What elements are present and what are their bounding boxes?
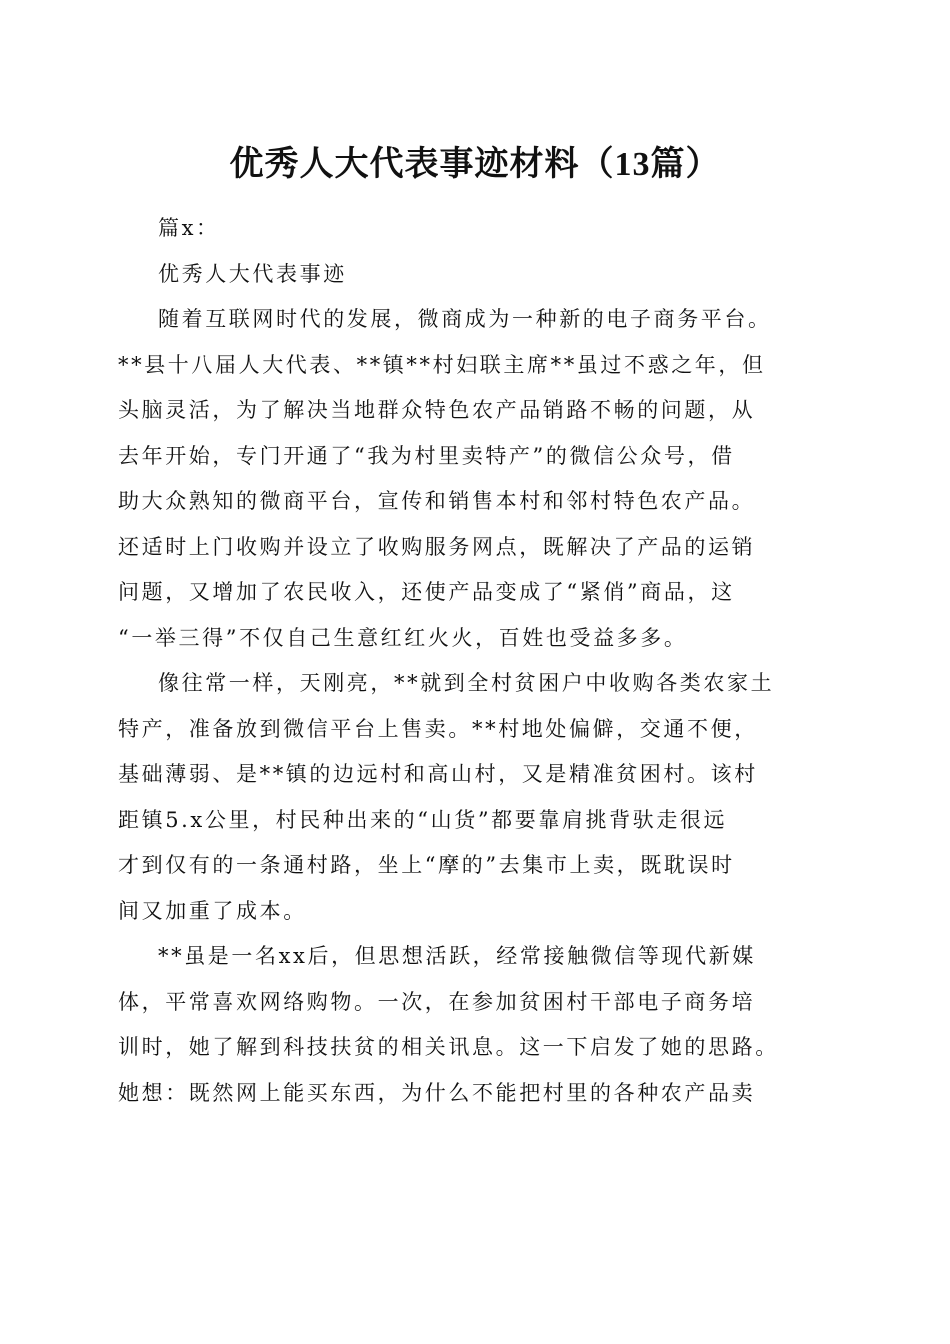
paragraph-line: “一举三得”不仅自己生意红红火火，百姓也受益多多。: [118, 625, 688, 650]
document-title: 优秀人大代表事迹材料（13篇）: [229, 146, 721, 183]
paragraph-line: 才到仅有的一条通村路，坐上“摩的”去集市上卖，既耽误时: [118, 853, 735, 877]
paragraph-line: **虽是一名xx后，但思想活跃，经常接触微信等现代新媒: [158, 944, 756, 968]
paragraph-line: 随着互联网时代的发展，微商成为一种新的电子商务平台。: [158, 307, 772, 331]
paragraph-line: 训时，她了解到科技扶贫的相关讯息。这一下启发了她的思路。: [118, 1035, 779, 1059]
paragraph-line: 篇x：: [158, 216, 220, 240]
paragraph-line: 间又加重了成本。: [118, 898, 307, 923]
paragraph-line: 体，平常喜欢网络购物。一次，在参加贫困村干部电子商务培: [118, 989, 756, 1014]
document-body: [118, 206, 838, 1116]
paragraph-line: 距镇5.x公里，村民种出来的“山货”都要靠肩挑背驮走很远: [118, 807, 728, 832]
paragraph-line: 助大众熟知的微商平台，宣传和销售本村和邻村特色农产品。: [118, 489, 756, 513]
paragraph-line: 问题，又增加了农民收入，还使产品变成了“紧俏”商品，这: [118, 580, 735, 604]
paragraph-line: 优秀人大代表事迹: [158, 261, 347, 286]
paragraph-line: 像往常一样，天刚亮，**就到全村贫困户中收购各类农家土: [158, 671, 775, 695]
paragraph-line: 去年开始，专门开通了“我为村里卖特产”的微信公众号，借: [118, 443, 735, 468]
paragraph-line: 基础薄弱、是**镇的边远村和高山村，又是精准贫困村。该村: [118, 762, 758, 786]
paragraph-line: 特产，准备放到微信平台上售卖。**村地处偏僻，交通不便，: [118, 716, 758, 741]
paragraph-line: 她想：既然网上能买东西，为什么不能把村里的各种农产品卖: [118, 1080, 756, 1105]
paragraph-line: 头脑灵活，为了解决当地群众特色农产品销路不畅的问题，从: [118, 398, 756, 422]
paragraph-line: 还适时上门收购并设立了收购服务网点，既解决了产品的运销: [118, 534, 756, 559]
paragraph-line: **县十八届人大代表、**镇**村妇联主席**虽过不惑之年，但: [118, 352, 766, 377]
